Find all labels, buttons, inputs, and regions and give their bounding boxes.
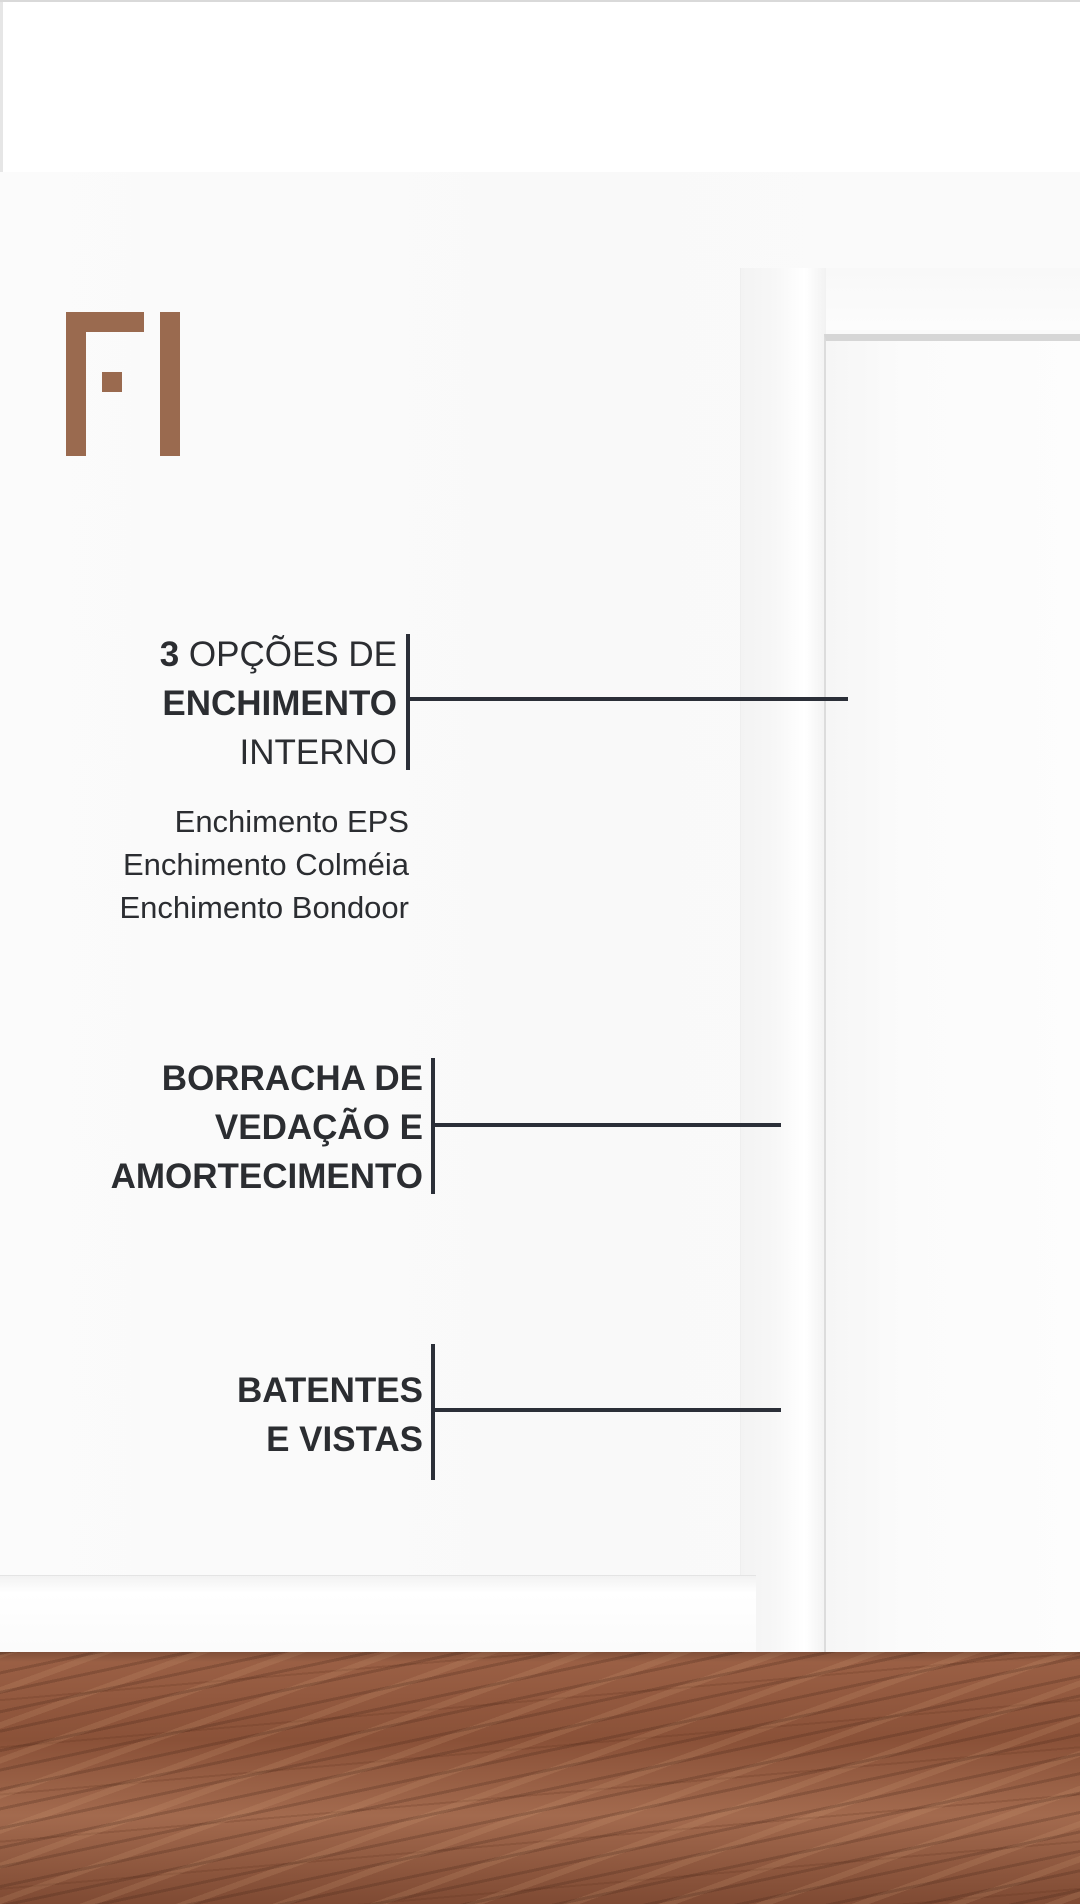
top-border bbox=[0, 0, 1080, 2]
callout-frames-bracket bbox=[431, 1344, 435, 1480]
filling-option-eps: Enchimento EPS bbox=[174, 804, 409, 839]
floor-shadow bbox=[0, 1652, 1080, 1662]
callout-seal-line2: VEDAÇÃO E bbox=[214, 1108, 423, 1147]
wood-floor bbox=[0, 1652, 1080, 1904]
callout-filling-line1 bbox=[100, 630, 397, 679]
fi-monogram-logo bbox=[66, 312, 180, 456]
filling-option-honeycomb: Enchimento Colméia bbox=[122, 847, 409, 882]
top-band bbox=[0, 2, 1080, 172]
callout-filling-line1-text: OPÇÕES DE bbox=[188, 635, 397, 674]
callout-filling-number: 3 bbox=[159, 635, 180, 674]
filling-option-bondoor: Enchimento Bondoor bbox=[119, 890, 409, 925]
callout-filling-line2: ENCHIMENTO bbox=[162, 684, 397, 723]
door-leaf bbox=[824, 334, 1080, 1660]
callout-filling-options bbox=[100, 630, 397, 777]
callout-seal-rubber bbox=[80, 1054, 423, 1201]
callout-filling-line3: INTERNO bbox=[239, 733, 397, 772]
top-band-edge bbox=[0, 2, 3, 172]
callout-frames-pointer-line bbox=[435, 1408, 781, 1412]
callout-filling-bracket bbox=[406, 634, 410, 770]
callout-frames bbox=[180, 1366, 423, 1464]
callout-seal-pointer-line bbox=[435, 1123, 781, 1127]
callout-frames-line1: BATENTES bbox=[236, 1371, 423, 1410]
baseboard bbox=[0, 1575, 756, 1661]
callout-frames-line2: E VISTAS bbox=[266, 1420, 423, 1459]
callout-seal-line3: AMORTECIMENTO bbox=[110, 1157, 423, 1196]
callout-filling-pointer-line bbox=[410, 697, 848, 701]
filling-options-list bbox=[60, 800, 409, 929]
door-frame bbox=[740, 268, 826, 1660]
callout-seal-line1: BORRACHA DE bbox=[161, 1059, 423, 1098]
